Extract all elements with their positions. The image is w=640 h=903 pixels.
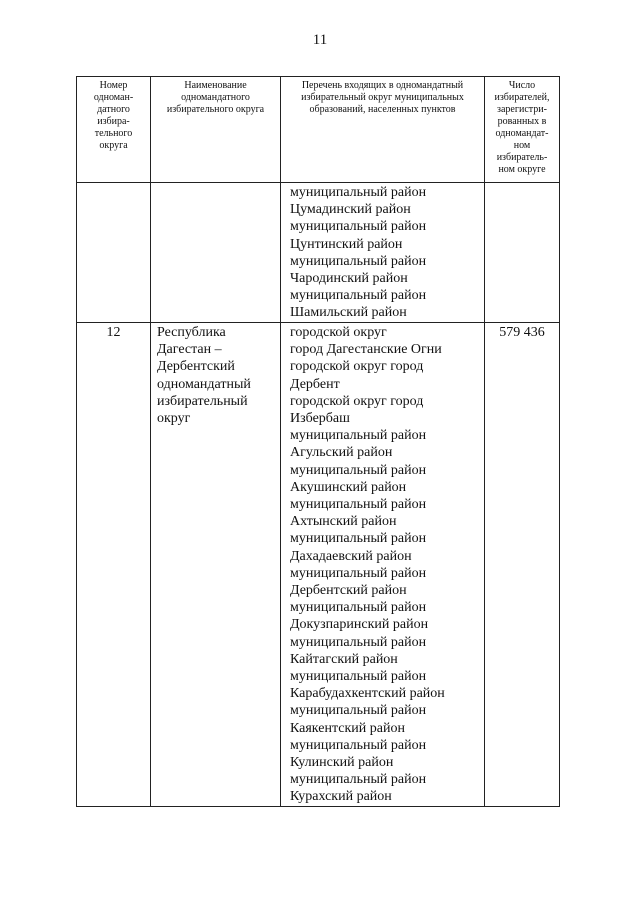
municipality-line: муниципальный район [290, 565, 427, 581]
municipality-line: муниципальный район [290, 253, 427, 269]
municipality-line: муниципальный район [290, 737, 427, 753]
district-number-cell: 12 [77, 323, 151, 807]
municipality-line: Акушинский район [290, 479, 407, 495]
municipality-line: Дахадаевский район [290, 548, 412, 564]
municipality-line: Докузпаринский район [290, 617, 429, 633]
district-number-cell [77, 183, 151, 323]
header-district-name: Наименование одномандатного избирательного округа [151, 77, 281, 183]
municipality-line: Избербаш [290, 411, 350, 427]
municipality-line: город Дагестанские Огни [290, 342, 442, 358]
municipality-line: Карабудахкентский район [290, 686, 445, 702]
municipality-line: муниципальный район [290, 219, 427, 235]
municipality-line: муниципальный район [290, 531, 427, 547]
municipalities-list-cell [281, 183, 485, 323]
district-name-cell: Республика Дагестан – Дербентский одномандатный избирательный округ [151, 323, 281, 807]
municipality-line: городской округ [290, 325, 387, 340]
municipality-line: Цунтинский район [290, 236, 403, 252]
municipality-line: муниципальный район [290, 772, 427, 788]
header-voter-count: Число избирателей, зарегистри- рованных в одномандат- ном избиратель- ном округе [485, 77, 560, 183]
municipality-line: муниципальный район [290, 600, 427, 616]
municipality-line: Шамильский район [290, 305, 407, 321]
table-row-continuation [77, 183, 560, 323]
municipality-line: муниципальный район [290, 669, 427, 685]
municipality-line: Чародинский район [290, 271, 408, 287]
voter-count-cell: 579 436 [485, 323, 560, 807]
municipality-line: городской округ город [290, 359, 424, 375]
header-municipalities-list: Перечень входящих в одномандатный избирательный округ муниципальных образований, населенных пунктов [281, 77, 485, 183]
municipality-line: Ахтынский район [290, 514, 397, 530]
page-number: 11 [312, 32, 328, 48]
municipality-line: городской округ город [290, 393, 424, 409]
municipality-line: муниципальный район [290, 497, 427, 513]
municipality-line: Каякентский район [290, 720, 405, 736]
municipalities-list-cell [281, 323, 485, 807]
municipality-line: муниципальный район [290, 703, 427, 719]
electoral-districts-table [76, 76, 560, 807]
municipality-line: муниципальный район [290, 185, 427, 200]
municipality-line: муниципальный район [290, 462, 427, 478]
municipality-line: Агульский район [290, 445, 393, 461]
municipality-line: Цумадинский район [290, 202, 411, 218]
table-header-row [77, 77, 560, 183]
header-district-number: Номер одноман- датного избира- тельного округа [77, 77, 151, 183]
municipality-line: Дербент [290, 376, 340, 392]
municipality-line: муниципальный район [290, 634, 427, 650]
municipality-line: муниципальный район [290, 428, 427, 444]
municipality-line: Дербентский район [290, 583, 407, 599]
municipality-line: муниципальный район [290, 288, 427, 304]
district-name-cell [151, 183, 281, 323]
table-row-district-12 [77, 323, 560, 807]
voter-count-cell [485, 183, 560, 323]
municipality-line: Кайтагский район [290, 651, 398, 667]
municipality-line: Курахский район [290, 789, 392, 805]
municipality-line: Кулинский район [290, 755, 394, 771]
